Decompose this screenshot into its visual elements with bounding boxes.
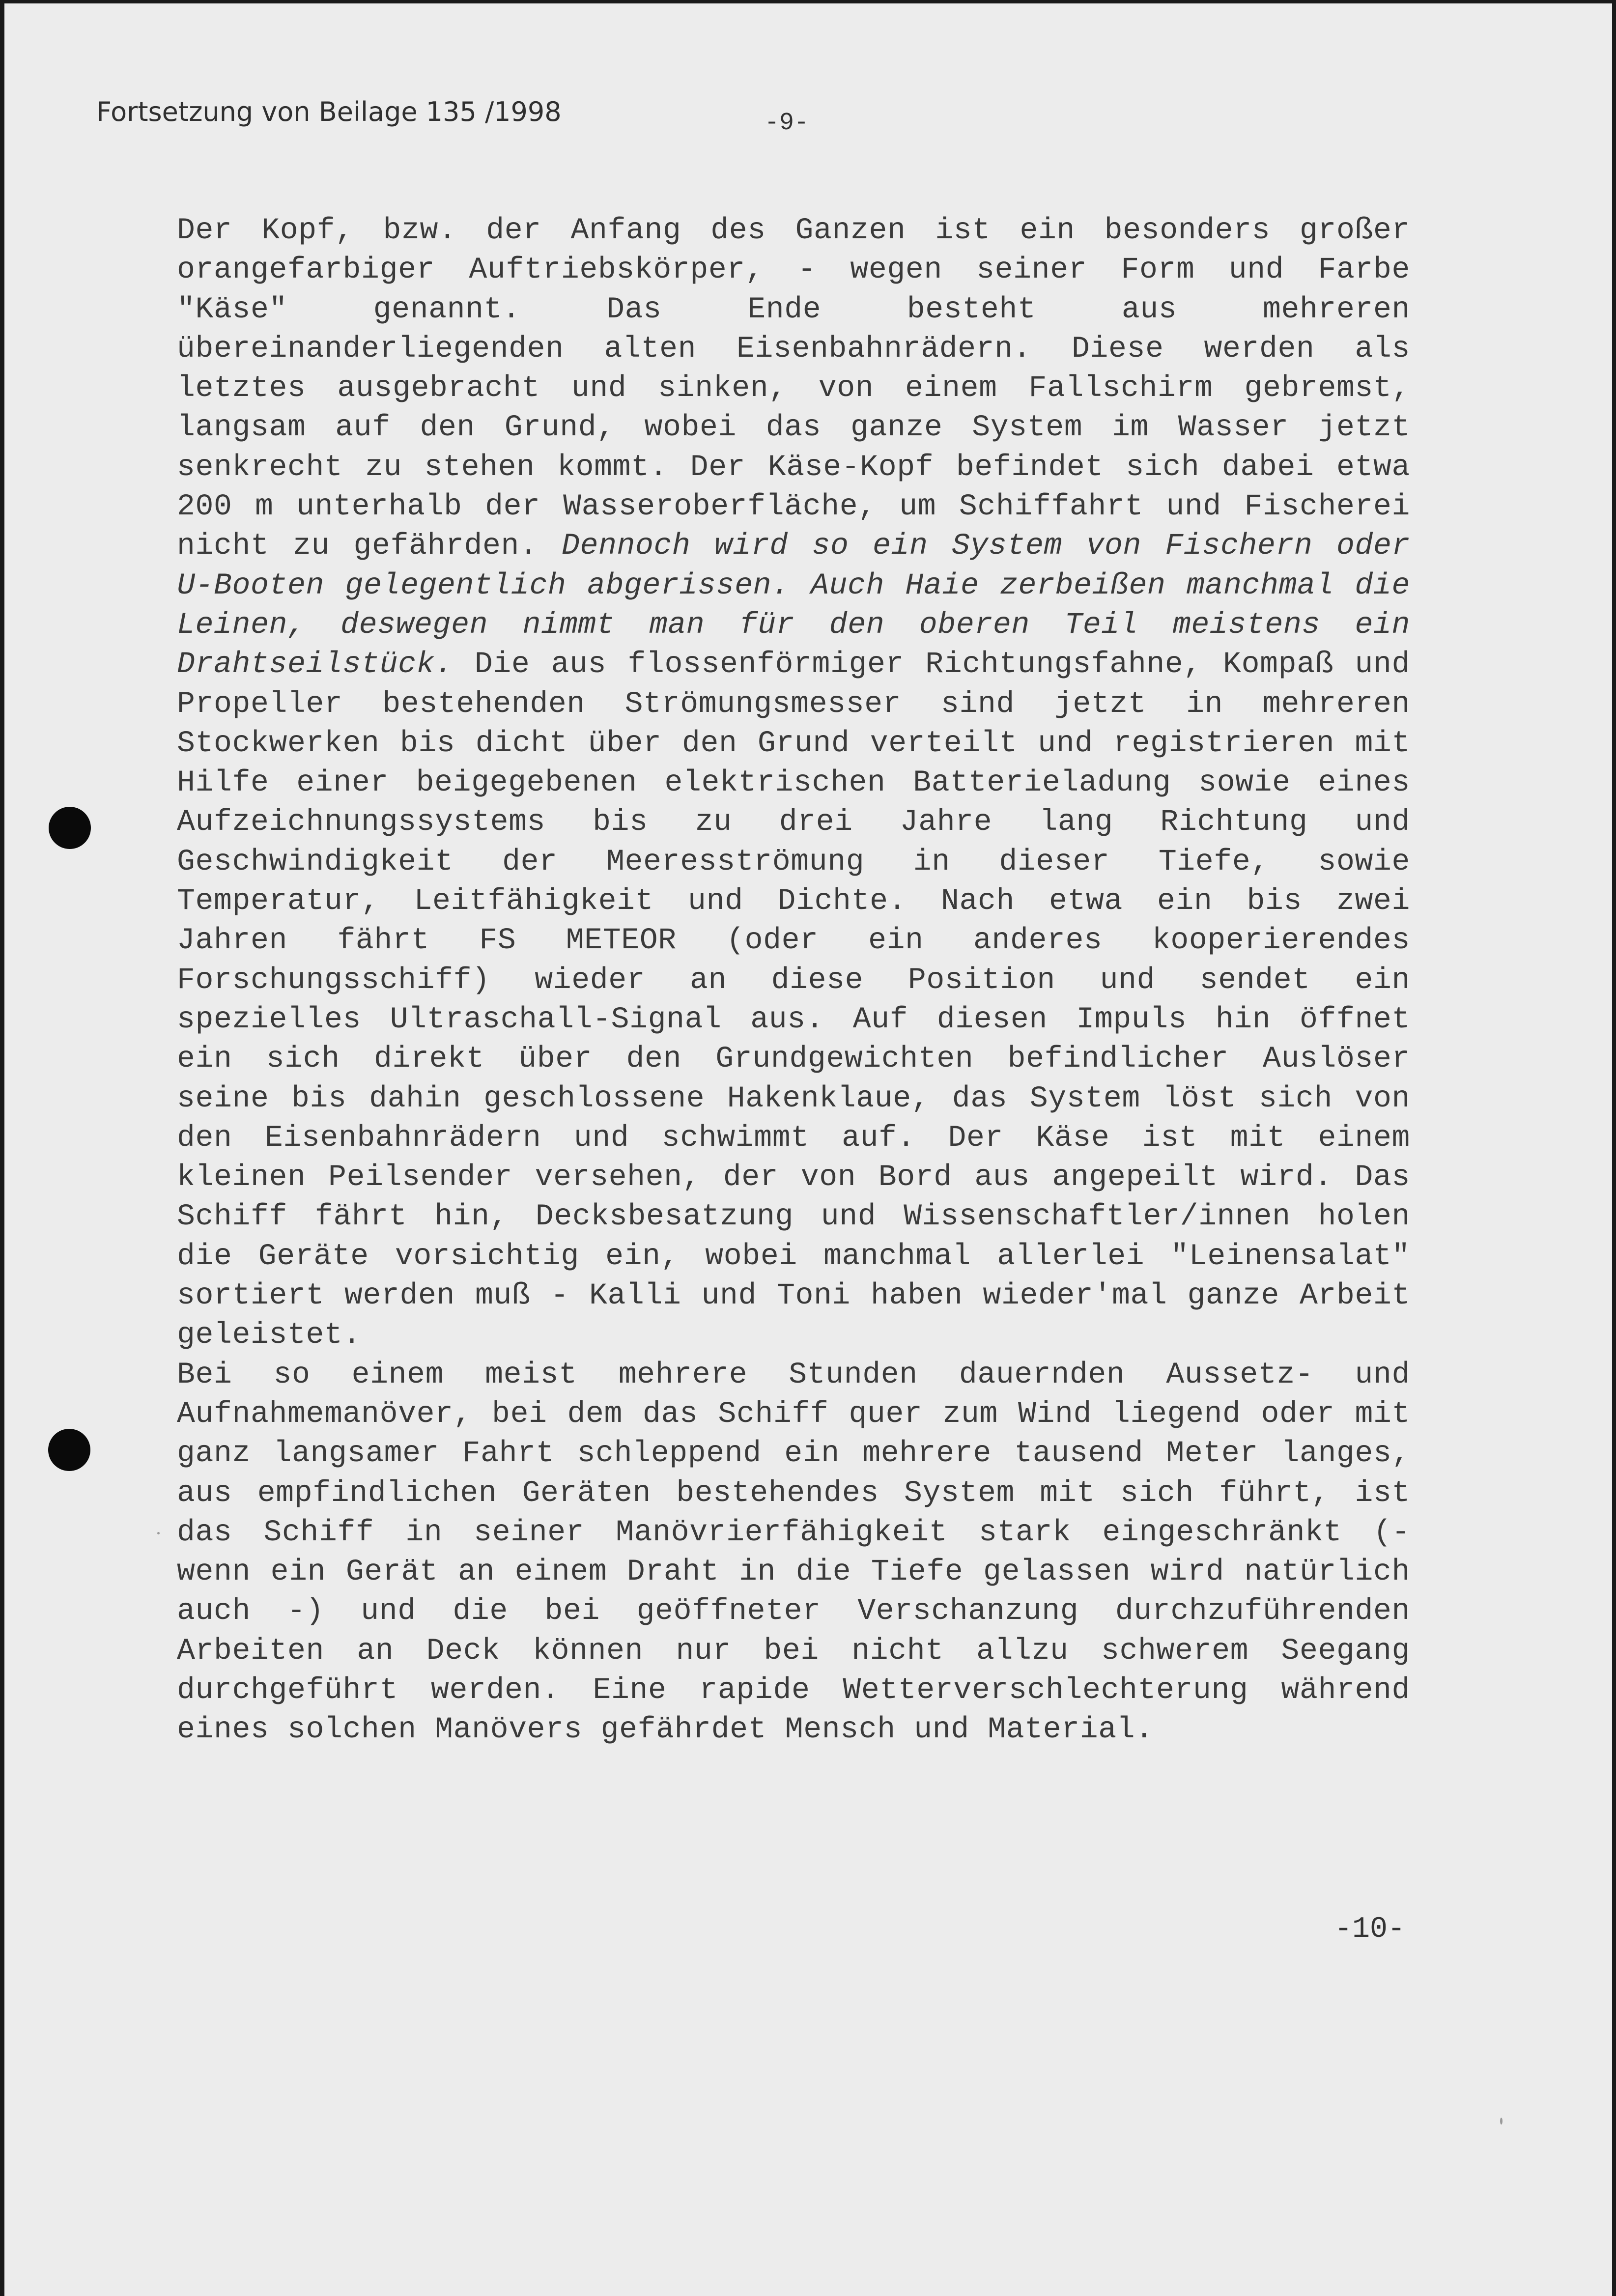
scan-edge-top	[0, 0, 1616, 3]
next-page-marker: -10-	[1334, 1913, 1406, 1946]
continuation-header: Fortsetzung von Beilage 135 /1998	[96, 96, 562, 127]
paragraph-1	[177, 211, 1410, 1356]
scan-edge-left	[0, 0, 4, 2296]
punch-hole	[49, 807, 91, 849]
paragraph-2: Bei so einem meist mehrere Stunden dauernden Aussetz- und Aufnahmemanöver, bei dem das Schiff quer zum Wind liegend oder mit ganz langsamer Fahrt schleppend ein mehrere tausend Meter langes, aus empfindlichen Geräten bestehendes System mit sich führt, ist das Schiff in seiner Manövrierfähigkeit stark eingeschränkt (- wenn ein Gerät an einem Draht in die Tiefe gelassen wird natürlich auch -) und die bei geöffneter Verschanzung durchzuführenden Arbeiten an Deck können nur bei nicht allzu schwerem Seegang durchgeführt werden. Eine rapide Wetterverschlechterung während eines solchen Manövers gefährdet Mensch und Material.	[177, 1358, 1410, 1747]
scan-edge-right	[1612, 0, 1616, 2296]
body-text	[177, 211, 1410, 1750]
punch-hole	[48, 1429, 90, 1471]
scan-speck	[157, 1532, 160, 1534]
paragraph-1-italic-passage: Dennoch wird so ein System von Fischern oder U-Booten gelegentlich abgerissen. Auch Haie zerbeißen manchmal die Leinen, deswegen nimmt man für den oberen Teil meistens ein Drahtseilstück.	[177, 529, 1410, 682]
paragraph-1-part-a: Der Kopf, bzw. der Anfang des Ganzen ist ein besonders großer orangefarbiger Auftriebskörper, - wegen seiner Form und Farbe "Käse" genannt. Das Ende besteht aus mehreren übereinanderliegenden alten Eisenbahnrädern. Diese werden als letztes ausgebracht und sinken, von einem Fallschirm gebremst, langsam auf den Grund, wobei das ganze System im Wasser jetzt senkrecht zu stehen kommt. Der Käse-Kopf befindet sich dabei etwa 200 m unterhalb der Wasseroberfläche, um Schiffahrt und Fischerei nicht zu gefährden.	[177, 214, 1410, 564]
page-number: -9-	[765, 109, 809, 137]
paragraph-1-part-b: Die aus flossenförmiger Richtungsfahne, Kompaß und Propeller bestehenden Strömungsmesser sind jetzt in mehreren Stockwerken bis dicht über den Grund verteilt und registrieren mit Hilfe einer beigegebenen elektrischen Batterieladung sowie eines Aufzeichnungssystems bis zu drei Jahre lang Richtung und Geschwindigkeit der Meeresströmung in dieser Tiefe, sowie Temperatur, Leitfähigkeit und Dichte. Nach etwa ein bis zwei Jahren fährt FS METEOR (oder ein anderes kooperierendes Forschungsschiff) wieder an diese Position und sendet ein spezielles Ultraschall-Signal aus. Auf diesen Impuls hin öffnet ein sich direkt über den Grundgewichten befindlicher Auslöser seine bis dahin geschlossene Hakenklaue, das System löst sich von den Eisenbahnrädern und schwimmt auf. Der Käse ist mit einem kleinen Peilsender versehen, der von Bord aus angepeilt wird. Das Schiff fährt hin, Decksbesatzung und Wissenschaftler/innen holen die Geräte vorsichtig ein, wobei manchmal allerlei "Leinensalat" sortiert werden muß - Kalli und Toni haben wieder'mal ganze Arbeit geleistet.	[177, 648, 1410, 1353]
scan-speck	[1500, 2118, 1503, 2125]
